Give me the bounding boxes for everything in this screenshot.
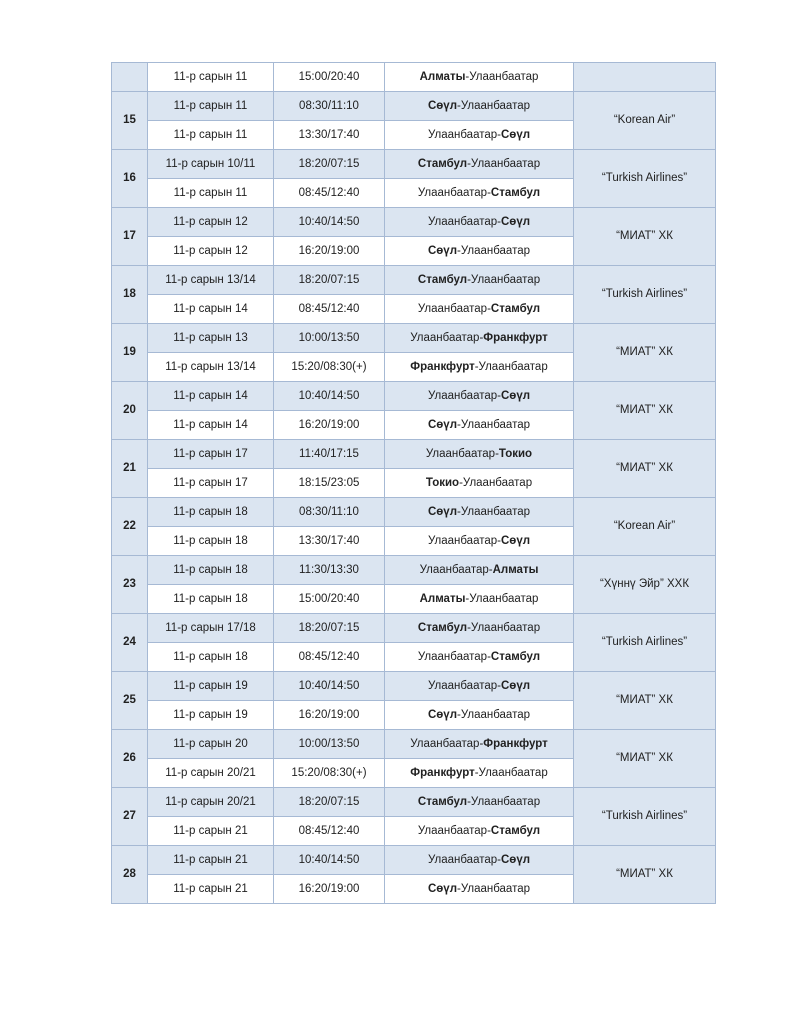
group-number-cell: 25 bbox=[112, 672, 148, 730]
route-plain-post: -Улаанбаатар bbox=[457, 244, 531, 257]
flight-time-cell: 18:20/07:15 bbox=[274, 614, 385, 643]
table-row bbox=[112, 208, 716, 237]
flight-route-cell bbox=[385, 759, 574, 788]
group-number-cell: 28 bbox=[112, 846, 148, 904]
route-plain-pre: Улаанбаатар- bbox=[417, 186, 491, 199]
flight-date-cell: 11-р сарын 11 bbox=[148, 179, 274, 208]
route-city-emphasis: Стамбул bbox=[490, 650, 541, 663]
airline-cell: “Korean Air” bbox=[574, 92, 716, 150]
flight-date-cell: 11-р сарын 20 bbox=[148, 730, 274, 759]
flight-route-cell bbox=[385, 875, 574, 904]
flight-time-cell: 11:30/13:30 bbox=[274, 556, 385, 585]
airline-cell: “МИАТ” ХК bbox=[574, 324, 716, 382]
flight-route-cell bbox=[385, 382, 574, 411]
flight-time-cell: 16:20/19:00 bbox=[274, 701, 385, 730]
route-city-emphasis: Стамбул bbox=[490, 302, 541, 315]
flight-route-cell bbox=[385, 817, 574, 846]
flight-table-body bbox=[112, 63, 716, 904]
flight-time-cell: 10:40/14:50 bbox=[274, 208, 385, 237]
route-plain-post: -Улаанбаатар bbox=[459, 476, 533, 489]
group-number-cell: 15 bbox=[112, 92, 148, 150]
flight-time-cell: 10:00/13:50 bbox=[274, 324, 385, 353]
route-city-emphasis: Токио bbox=[498, 447, 533, 460]
route-plain-pre: Улаанбаатар- bbox=[427, 853, 501, 866]
group-number-cell: 22 bbox=[112, 498, 148, 556]
flight-date-cell: 11-р сарын 21 bbox=[148, 875, 274, 904]
flight-date-cell: 11-р сарын 10/11 bbox=[148, 150, 274, 179]
flight-date-cell: 11-р сарын 14 bbox=[148, 411, 274, 440]
table-row bbox=[112, 556, 716, 585]
route-plain-post: -Улаанбаатар bbox=[467, 273, 541, 286]
lead-partial-row bbox=[112, 63, 716, 92]
route-plain-post: -Улаанбаатар bbox=[467, 621, 541, 634]
group-number-cell: 18 bbox=[112, 266, 148, 324]
flight-time-cell: 18:20/07:15 bbox=[274, 788, 385, 817]
flight-route-cell bbox=[385, 237, 574, 266]
flight-time-cell: 15:00/20:40 bbox=[274, 63, 385, 92]
flight-time-cell: 10:40/14:50 bbox=[274, 672, 385, 701]
airline-cell: “Turkish Airlines” bbox=[574, 788, 716, 846]
route-plain-pre: Улаанбаатар- bbox=[427, 128, 501, 141]
flight-route-cell bbox=[385, 92, 574, 121]
route-city-emphasis: Алматы bbox=[492, 563, 539, 576]
flight-route-cell bbox=[385, 324, 574, 353]
group-number-cell: 20 bbox=[112, 382, 148, 440]
flight-date-cell: 11-р сарын 18 bbox=[148, 556, 274, 585]
route-city-emphasis: Стамбул bbox=[417, 795, 468, 808]
flight-route-cell bbox=[385, 121, 574, 150]
flight-time-cell: 08:45/12:40 bbox=[274, 179, 385, 208]
route-plain-pre: Улаанбаатар- bbox=[425, 447, 499, 460]
flight-route-cell bbox=[385, 208, 574, 237]
airline-cell: “МИАТ” ХК bbox=[574, 440, 716, 498]
flight-route-cell bbox=[385, 353, 574, 382]
flight-time-cell: 15:20/08:30(+) bbox=[274, 353, 385, 382]
airline-cell: “МИАТ” ХК bbox=[574, 208, 716, 266]
group-number-cell: 16 bbox=[112, 150, 148, 208]
airline-cell: “Turkish Airlines” bbox=[574, 150, 716, 208]
route-plain-pre: Улаанбаатар- bbox=[427, 389, 501, 402]
flight-time-cell: 18:15/23:05 bbox=[274, 469, 385, 498]
flight-date-cell: 11-р сарын 17 bbox=[148, 440, 274, 469]
flight-time-cell: 08:45/12:40 bbox=[274, 817, 385, 846]
airline-cell: “Turkish Airlines” bbox=[574, 614, 716, 672]
flight-time-cell: 16:20/19:00 bbox=[274, 875, 385, 904]
flight-date-cell: 11-р сарын 21 bbox=[148, 846, 274, 875]
table-row bbox=[112, 440, 716, 469]
flight-time-cell: 10:00/13:50 bbox=[274, 730, 385, 759]
route-city-emphasis: Сөүл bbox=[427, 708, 457, 721]
route-plain-pre: Улаанбаатар- bbox=[427, 534, 501, 547]
route-city-emphasis: Сөүл bbox=[427, 505, 457, 518]
route-plain-post: -Улаанбаатар bbox=[457, 505, 531, 518]
table-row bbox=[112, 846, 716, 875]
airline-cell bbox=[574, 63, 716, 92]
route-city-emphasis: Стамбул bbox=[417, 157, 468, 170]
table-row bbox=[112, 150, 716, 179]
route-city-emphasis: Стамбул bbox=[490, 824, 541, 837]
flight-route-cell bbox=[385, 150, 574, 179]
flight-time-cell: 08:45/12:40 bbox=[274, 295, 385, 324]
flight-route-cell bbox=[385, 498, 574, 527]
flight-date-cell: 11-р сарын 19 bbox=[148, 701, 274, 730]
route-city-emphasis: Сөүл bbox=[427, 244, 457, 257]
table-row bbox=[112, 730, 716, 759]
flight-route-cell bbox=[385, 63, 574, 92]
route-city-emphasis: Алматы bbox=[419, 592, 466, 605]
flight-date-cell: 11-р сарын 18 bbox=[148, 585, 274, 614]
flight-route-cell bbox=[385, 614, 574, 643]
route-city-emphasis: Стамбул bbox=[417, 273, 468, 286]
flight-date-cell: 11-р сарын 12 bbox=[148, 208, 274, 237]
flight-time-cell: 08:30/11:10 bbox=[274, 498, 385, 527]
flight-time-cell: 16:20/19:00 bbox=[274, 237, 385, 266]
route-plain-post: -Улаанбаатар bbox=[467, 795, 541, 808]
flight-time-cell: 10:40/14:50 bbox=[274, 846, 385, 875]
route-city-emphasis: Сөүл bbox=[500, 389, 531, 402]
flight-time-cell: 10:40/14:50 bbox=[274, 382, 385, 411]
flight-time-cell: 08:45/12:40 bbox=[274, 643, 385, 672]
airline-cell: “МИАТ” ХК bbox=[574, 846, 716, 904]
group-number-cell: 23 bbox=[112, 556, 148, 614]
flight-date-cell: 11-р сарын 13/14 bbox=[148, 266, 274, 295]
flight-route-cell bbox=[385, 440, 574, 469]
route-city-emphasis: Франкфурт bbox=[410, 360, 475, 373]
table-row bbox=[112, 498, 716, 527]
table-row bbox=[112, 614, 716, 643]
flight-route-cell bbox=[385, 585, 574, 614]
route-plain-pre: Улаанбаатар- bbox=[417, 302, 491, 315]
flight-route-cell bbox=[385, 179, 574, 208]
flight-date-cell: 11-р сарын 17 bbox=[148, 469, 274, 498]
flight-time-cell: 08:30/11:10 bbox=[274, 92, 385, 121]
flight-date-cell: 11-р сарын 11 bbox=[148, 121, 274, 150]
flight-route-cell bbox=[385, 643, 574, 672]
flight-route-cell bbox=[385, 846, 574, 875]
flight-schedule-table bbox=[111, 62, 716, 904]
group-number-cell bbox=[112, 63, 148, 92]
group-number-cell: 26 bbox=[112, 730, 148, 788]
flight-date-cell: 11-р сарын 14 bbox=[148, 382, 274, 411]
flight-route-cell bbox=[385, 701, 574, 730]
group-number-cell: 24 bbox=[112, 614, 148, 672]
flight-date-cell: 11-р сарын 18 bbox=[148, 498, 274, 527]
route-plain-post: -Улаанбаатар bbox=[467, 157, 541, 170]
route-plain-post: -Улаанбаатар bbox=[465, 592, 539, 605]
airline-cell: “МИАТ” ХК bbox=[574, 730, 716, 788]
route-city-emphasis: Стамбул bbox=[490, 186, 541, 199]
airline-cell: “Turkish Airlines” bbox=[574, 266, 716, 324]
flight-time-cell: 18:20/07:15 bbox=[274, 150, 385, 179]
group-number-cell: 19 bbox=[112, 324, 148, 382]
flight-route-cell bbox=[385, 730, 574, 759]
route-city-emphasis: Токио bbox=[425, 476, 460, 489]
route-plain-post: -Улаанбаатар bbox=[457, 99, 531, 112]
route-city-emphasis: Франкфурт bbox=[483, 737, 548, 750]
flight-date-cell: 11-р сарын 11 bbox=[148, 92, 274, 121]
route-plain-post: -Улаанбаатар bbox=[465, 70, 539, 83]
route-plain-pre: Улаанбаатар- bbox=[410, 737, 484, 750]
route-city-emphasis: Сөүл bbox=[500, 215, 531, 228]
flight-time-cell: 13:30/17:40 bbox=[274, 121, 385, 150]
flight-date-cell: 11-р сарын 21 bbox=[148, 817, 274, 846]
flight-time-cell: 15:00/20:40 bbox=[274, 585, 385, 614]
route-city-emphasis: Сөүл bbox=[500, 853, 531, 866]
table-row bbox=[112, 382, 716, 411]
route-city-emphasis: Франкфурт bbox=[410, 766, 475, 779]
flight-date-cell: 11-р сарын 20/21 bbox=[148, 759, 274, 788]
group-number-cell: 27 bbox=[112, 788, 148, 846]
route-city-emphasis: Сөүл bbox=[427, 882, 457, 895]
route-city-emphasis: Сөүл bbox=[500, 679, 531, 692]
flight-route-cell bbox=[385, 469, 574, 498]
route-plain-pre: Улаанбаатар- bbox=[427, 679, 501, 692]
airline-cell: “МИАТ” ХК bbox=[574, 672, 716, 730]
airline-cell: “Korean Air” bbox=[574, 498, 716, 556]
table-row bbox=[112, 672, 716, 701]
flight-time-cell: 15:20/08:30(+) bbox=[274, 759, 385, 788]
route-plain-pre: Улаанбаатар- bbox=[419, 563, 493, 576]
table-row bbox=[112, 266, 716, 295]
route-city-emphasis: Алматы bbox=[419, 70, 466, 83]
flight-route-cell bbox=[385, 295, 574, 324]
route-city-emphasis: Франкфурт bbox=[483, 331, 548, 344]
route-plain-pre: Улаанбаатар- bbox=[427, 215, 501, 228]
flight-time-cell: 11:40/17:15 bbox=[274, 440, 385, 469]
flight-date-cell: 11-р сарын 11 bbox=[148, 63, 274, 92]
flight-date-cell: 11-р сарын 18 bbox=[148, 643, 274, 672]
flight-route-cell bbox=[385, 527, 574, 556]
route-city-emphasis: Стамбул bbox=[417, 621, 468, 634]
route-city-emphasis: Сөүл bbox=[500, 534, 531, 547]
flight-time-cell: 16:20/19:00 bbox=[274, 411, 385, 440]
route-plain-post: -Улаанбаатар bbox=[474, 766, 548, 779]
flight-date-cell: 11-р сарын 12 bbox=[148, 237, 274, 266]
flight-time-cell: 13:30/17:40 bbox=[274, 527, 385, 556]
table-row bbox=[112, 92, 716, 121]
route-city-emphasis: Сөүл bbox=[427, 418, 457, 431]
route-city-emphasis: Сөүл bbox=[427, 99, 457, 112]
route-plain-post: -Улаанбаатар bbox=[457, 708, 531, 721]
flight-route-cell bbox=[385, 266, 574, 295]
flight-route-cell bbox=[385, 672, 574, 701]
flight-date-cell: 11-р сарын 19 bbox=[148, 672, 274, 701]
flight-route-cell bbox=[385, 411, 574, 440]
flight-date-cell: 11-р сарын 14 bbox=[148, 295, 274, 324]
table-row bbox=[112, 324, 716, 353]
flight-date-cell: 11-р сарын 20/21 bbox=[148, 788, 274, 817]
flight-route-cell bbox=[385, 788, 574, 817]
group-number-cell: 21 bbox=[112, 440, 148, 498]
route-city-emphasis: Сөүл bbox=[500, 128, 531, 141]
route-plain-pre: Улаанбаатар- bbox=[417, 824, 491, 837]
route-plain-post: -Улаанбаатар bbox=[474, 360, 548, 373]
flight-date-cell: 11-р сарын 13 bbox=[148, 324, 274, 353]
flight-time-cell: 18:20/07:15 bbox=[274, 266, 385, 295]
airline-cell: “Хүннү Эйр” ХХК bbox=[574, 556, 716, 614]
flight-date-cell: 11-р сарын 17/18 bbox=[148, 614, 274, 643]
flight-date-cell: 11-р сарын 13/14 bbox=[148, 353, 274, 382]
route-plain-pre: Улаанбаатар- bbox=[417, 650, 491, 663]
table-row bbox=[112, 788, 716, 817]
flight-date-cell: 11-р сарын 18 bbox=[148, 527, 274, 556]
airline-cell: “МИАТ” ХК bbox=[574, 382, 716, 440]
route-plain-post: -Улаанбаатар bbox=[457, 882, 531, 895]
group-number-cell: 17 bbox=[112, 208, 148, 266]
flight-route-cell bbox=[385, 556, 574, 585]
route-plain-pre: Улаанбаатар- bbox=[410, 331, 484, 344]
route-plain-post: -Улаанбаатар bbox=[457, 418, 531, 431]
